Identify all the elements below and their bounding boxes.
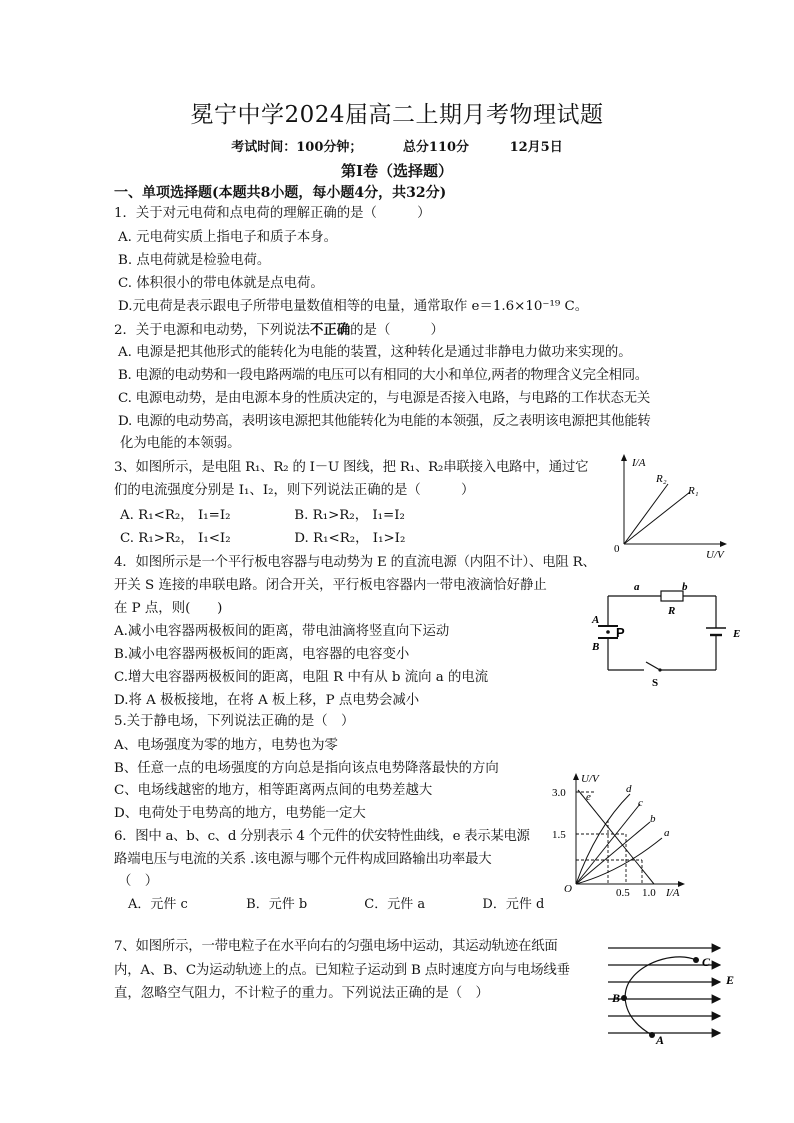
q4-option-a: A.减小电容器两极板间的距离，带电油滴将竖直向下运动 xyxy=(114,624,450,639)
q2-stem-pre: 2．关于电源和电动势，下列说法 xyxy=(114,323,310,338)
q2-option-c: C. 电源电动势，是由电源本身的性质决定的，与电源是否接入电路，与电路的工作状态无关 xyxy=(118,391,651,406)
droplet-p xyxy=(606,630,610,634)
q2-option-a: A. 电源是把其他形式的能转化为电能的装置，这种转化是通过非静电力做功来实现的。 xyxy=(118,345,632,360)
q3-option-d: D. R₁<R₂， I₁>I₂ xyxy=(294,531,406,546)
y-axis-arrow xyxy=(573,773,579,780)
q3-stem-line1: 3、如图所示，是电阻 R₁、R₂ 的 I－U 图线，把 R₁、R₂串联接入电路中，通过它 xyxy=(114,460,589,475)
node-b-label: b xyxy=(682,581,688,593)
x-axis-label: U/V xyxy=(706,549,724,561)
field-e-label: E xyxy=(726,973,735,987)
plate-a-label: A xyxy=(592,614,600,626)
q7-stem-line2: 内，A、B、C为运动轨迹上的点。已知粒子运动到 B 点时速度方向与电场线垂 xyxy=(114,963,570,978)
origin-label: O xyxy=(564,883,572,895)
node-a-label: a xyxy=(634,581,640,593)
y-tick-1-5: 1.5 xyxy=(552,829,566,841)
x-axis-arrow xyxy=(720,541,727,547)
q2-stem-bold: 不正确 xyxy=(310,322,351,338)
q1-option-d: D.元电荷是表示跟电子所带电量数值相等的电量，通常取作 e＝1.6×10⁻¹⁹ C。 xyxy=(118,299,589,314)
x-axis-label: I/A xyxy=(666,887,680,899)
exam-total: 总分110分 xyxy=(402,140,470,155)
q6-stem-line2: 路端电压与电流的关系 .该电源与哪个元件构成回路输出功率最大 xyxy=(114,852,492,867)
curve-a xyxy=(576,838,662,884)
section-heading: 一、单项选择题(本题共8小题，每小题4分，共32分) xyxy=(114,185,447,201)
q2-stem-post: 的是（ ） xyxy=(350,323,444,338)
q7-field-diagram xyxy=(602,938,750,1050)
y-axis-label: U/V xyxy=(581,773,599,785)
q3-options-row2 xyxy=(120,529,464,549)
q1-option-c: C. 体积很小的带电体就是点电荷。 xyxy=(118,276,324,291)
exam-time: 考试时间：100分钟； xyxy=(231,140,363,155)
q5-stem: 5.关于静电场，下列说法正确的是（ ） xyxy=(114,714,355,729)
q1-stem: 1．关于对元电荷和点电荷的理解正确的是（ ） xyxy=(114,206,431,221)
r2-label: R₂ xyxy=(656,473,667,485)
q7-stem-line1: 7、如图所示，一带电粒子在水平向右的匀强电场中运动，其运动轨迹在纸面 xyxy=(114,939,558,954)
y-tick-3-0: 3.0 xyxy=(552,787,566,799)
page-title: 冕宁中学2024届高二上期月考物理试题 xyxy=(190,102,604,128)
q3-stem-line2: 们的电流强度分别是 I₁、I₂，则下列说法正确的是（ ） xyxy=(114,483,475,498)
q2-option-d-line1: D. 电源的电动势高，表明该电源把其他能转化为电能的本领强，反之表明该电源把其他能转 xyxy=(118,414,651,429)
x-tick-0-5: 0.5 xyxy=(616,887,630,899)
y-axis-label: I/A xyxy=(632,457,646,469)
q2-option-d-line2: 化为电能的本领弱。 xyxy=(120,436,241,451)
curve-d-label: d xyxy=(626,783,632,795)
q3-options-row1 xyxy=(120,506,464,526)
switch-contact xyxy=(658,668,661,671)
q1-option-a: A. 元电荷实质上指电子和质子本身。 xyxy=(118,230,338,245)
q4-circuit-diagram xyxy=(586,578,756,690)
q5-option-c: C、电场线越密的地方，相等距离两点间的电势差越大 xyxy=(114,783,433,798)
switch-s xyxy=(646,662,660,670)
q2-option-b: B. 电源的电动势和一段电路两端的电压可以有相同的大小和单位,两者的物理含义完全相同。 xyxy=(118,368,648,383)
switch-label: S xyxy=(652,677,659,689)
q5-option-a: A、电场强度为零的地方，电势也为零 xyxy=(114,738,338,753)
resistor-r xyxy=(661,591,683,601)
particle-trajectory xyxy=(625,957,696,1035)
point-a-label: A xyxy=(656,1033,665,1047)
q3-iu-graph xyxy=(610,452,740,564)
line-b xyxy=(576,822,650,884)
origin-label: 0 xyxy=(614,543,620,555)
q5-option-d: D、电荷处于电势高的地方，电势能一定大 xyxy=(114,806,366,821)
point-b-label: B xyxy=(612,991,621,1005)
plate-b-label: B xyxy=(592,641,600,653)
curve-a-label: a xyxy=(664,827,670,839)
q6-option-a: A．元件 c xyxy=(128,897,188,912)
q5-option-b: B、任意一点的电场强度的方向总是指向该点电势降落最快的方向 xyxy=(114,761,499,776)
q4-option-b: B.减小电容器两极板间的距离，电容器的电容变小 xyxy=(114,647,410,662)
q3-option-a: A. R₁<R₂， I₁=I₂ xyxy=(120,508,231,523)
r1-label: R₁ xyxy=(688,485,699,497)
q6-options xyxy=(128,895,596,915)
x-tick-1-0: 1.0 xyxy=(642,887,656,899)
q7-stem-line3: 直，忽略空气阻力，不计粒子的重力。下列说法正确的是（ ） xyxy=(114,986,489,1001)
point-c xyxy=(693,957,699,963)
q2-stem xyxy=(114,320,444,341)
q4-stem-line3: 在 P 点，则( ) xyxy=(114,601,223,616)
curve-e-label: e xyxy=(586,791,591,803)
volume-heading: 第Ⅰ卷（选择题） xyxy=(340,162,454,180)
q4-stem-line1: 4．如图所示是一个平行板电容器与电动势为 E 的直流电源（内阻不计）、电阻 R、 xyxy=(114,555,596,570)
q6-option-d: D．元件 d xyxy=(482,897,545,912)
point-c-label: C xyxy=(702,955,711,969)
point-b xyxy=(621,995,627,1001)
curve-b-label: b xyxy=(650,813,656,825)
q4-stem-line2: 开关 S 连接的串联电路。闭合开关，平行板电容器内一带电液滴恰好静止 xyxy=(114,578,547,593)
exam-date: 12月5日 xyxy=(509,140,563,155)
exam-meta xyxy=(0,136,794,155)
q6-ui-graph xyxy=(550,768,700,900)
q3-option-c: C. R₁>R₂， I₁<I₂ xyxy=(120,531,231,546)
q1-option-b: B. 点电荷就是检验电荷。 xyxy=(118,253,271,268)
y-axis-arrow xyxy=(621,454,627,461)
emf-label: E xyxy=(733,628,741,640)
curve-d xyxy=(576,794,630,884)
resistor-label: R xyxy=(668,605,676,617)
q3-option-b: B. R₁>R₂， I₁=I₂ xyxy=(294,508,405,523)
q6-option-b: B．元件 b xyxy=(246,897,308,912)
q6-stem-line3: （ ） xyxy=(118,874,159,889)
curve-c-label: c xyxy=(638,797,643,809)
point-a xyxy=(649,1032,655,1038)
q4-option-d: D.将 A 极板接地，在将 A 板上移，P 点电势会减小 xyxy=(114,693,420,708)
q4-option-c: C.增大电容器两极板间的距离，电阻 R 中有从 b 流向 a 的电流 xyxy=(114,670,489,685)
q6-stem-line1: 6．图中 a、b、c、d 分别表示 4 个元件的伏安特性曲线，e 表示某电源 xyxy=(114,829,530,844)
q6-option-c: C．元件 a xyxy=(364,897,426,912)
point-p-label: P xyxy=(616,625,625,640)
